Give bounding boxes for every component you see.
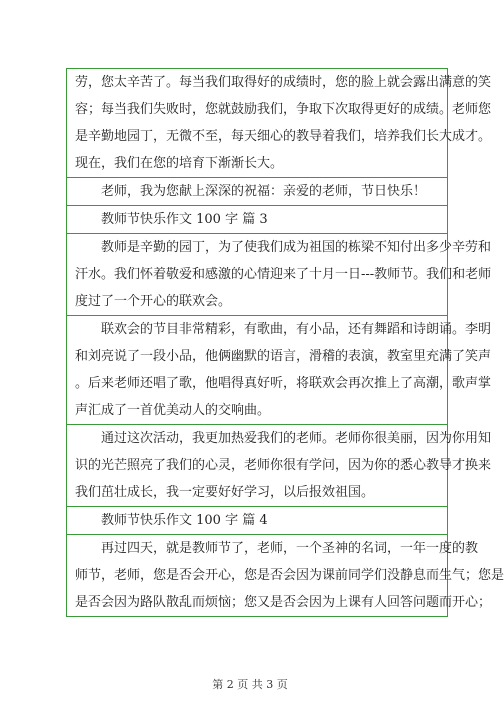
- paragraph-block-8: [66, 535, 504, 617]
- text-line: 和刘亮说了一段小品，他俩幽默的语言，滑稽的表演，教室里充满了笑声: [75, 349, 492, 364]
- text-line: 度过了一个开心的联欢会。: [75, 294, 232, 309]
- section-heading-3: [66, 206, 448, 234]
- text-line: 老师，我为您献上深深的祝福：亲爱的老师，节日快乐！: [101, 184, 427, 199]
- text-line: 我们茁壮成长，我一定要好好学习，以后报效祖国。: [75, 485, 375, 500]
- text-line: 联欢会的节目非常精彩，有歌曲，有小品，还有舞蹈和诗朗诵。李明: [101, 322, 492, 337]
- text-line: 是否会因为路队散乱而烦恼；您又是否会因为上课有人回答问题而开心；: [75, 595, 492, 610]
- page-footer: 第 2 页 共 3 页: [212, 678, 288, 691]
- paragraph-block-4: [66, 234, 492, 316]
- paragraph-block-1: [66, 69, 492, 178]
- text-line: 容；每当我们失败时，您就鼓励我们，争取下次取得更好的成绩。老师您: [75, 102, 492, 117]
- text-line: 现在，我们在您的培育下渐渐长大。: [75, 156, 284, 171]
- text-line: 师节，老师，您是否会开心，您是否会因为课前同学们没静息而生气；您是: [75, 568, 504, 583]
- content-table: [66, 68, 504, 617]
- section-title: 教师节快乐作文 100 字 篇 4: [101, 513, 268, 528]
- text-line: 。后来老师还唱了歌，他唱得真好听，将联欢会再次推上了高潮，歌声掌: [75, 376, 492, 391]
- text-line: 识的光芒照亮了我们的心灵，老师你很有学问，因为你的悉心教导才换来: [75, 458, 492, 473]
- paragraph-block-6: [66, 425, 492, 507]
- text-line: 通过这次活动，我更加热爱我们的老师。老师你很美丽，因为你用知: [101, 431, 492, 446]
- paragraph-block-2: [66, 178, 448, 206]
- text-line: 劳，您太辛苦了。每当我们取得好的成绩时，您的脸上就会露出满意的笑: [75, 75, 492, 90]
- text-line: 汗水。我们怀着敬爱和感激的心情迎来了十月一日---教师节。我们和老师: [75, 267, 492, 282]
- text-line: 声汇成了一首优美动人的交响曲。: [75, 403, 271, 418]
- text-line: 再过四天，就是教师节了，老师，一个圣神的名词，一年一度的教: [101, 541, 479, 556]
- text-line: 教师是辛勤的园丁，为了使我们成为祖国的栋梁不知付出多少辛劳和: [101, 240, 492, 255]
- text-line: 是辛勤地园丁，无微不至，每天细心的教导着我们，培养我们长大成才。: [75, 129, 492, 144]
- section-heading-4: [66, 507, 448, 535]
- paragraph-block-5: [66, 316, 492, 425]
- section-title: 教师节快乐作文 100 字 篇 3: [101, 212, 268, 227]
